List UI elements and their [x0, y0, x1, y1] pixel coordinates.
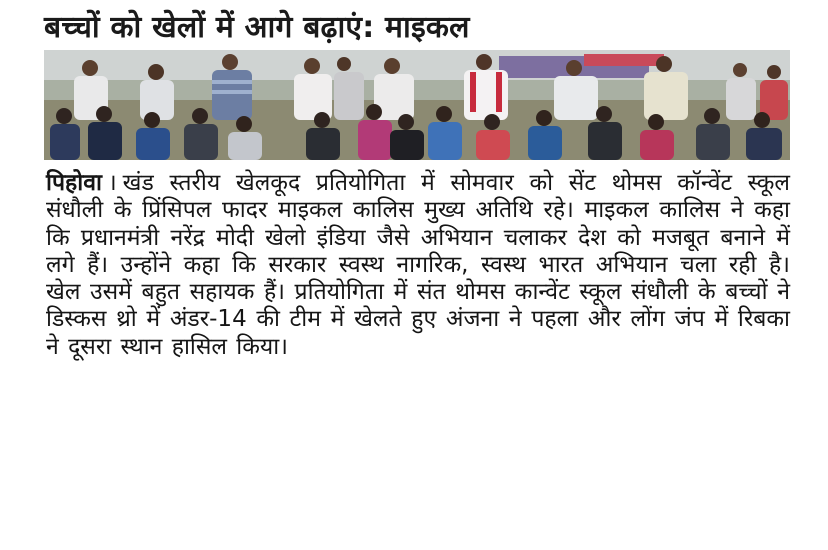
dateline: पिहोवा: [46, 170, 102, 196]
group-photo-icon: [44, 50, 790, 160]
headline: बच्चों को खेलों में आगे बढ़ाएं: माइकल: [44, 10, 470, 45]
group-photo: [44, 50, 790, 160]
article-text: खंड स्तरीय खेलकूद प्रतियोगिता में सोमवार को सेंट थोमस कॉन्वेंट स्कूल संधौली के प्रिंसिपल फादर माइकल कालिस मुख्य अतिथि रहे। माइकल कालिस ने कहा कि प्रधानमंत्री नरेंद्र मोदी खेलो इंडिया जैसे अभियान चलाकर देश को मजबूत बनाने में लगे हैं। उन्होंने कहा कि सरकार स्वस्थ नागरिक, स्वस्थ भारत अभियान चला रही है। खेल उसमें बहुत सहायक हैं। प्रतियोगिता में संत थोमस कान्वेंट स्कूल संधौली के बच्चों ने डिस्कस थ्रो में अंडर-14 की टीम में खेलते हुए अंजना ने पहला और लोंग जंप में रिबका ने दूसरा स्थान हासिल किया।: [46, 170, 790, 360]
dateline-separator: ।: [107, 170, 117, 196]
article-body: [46, 170, 790, 361]
